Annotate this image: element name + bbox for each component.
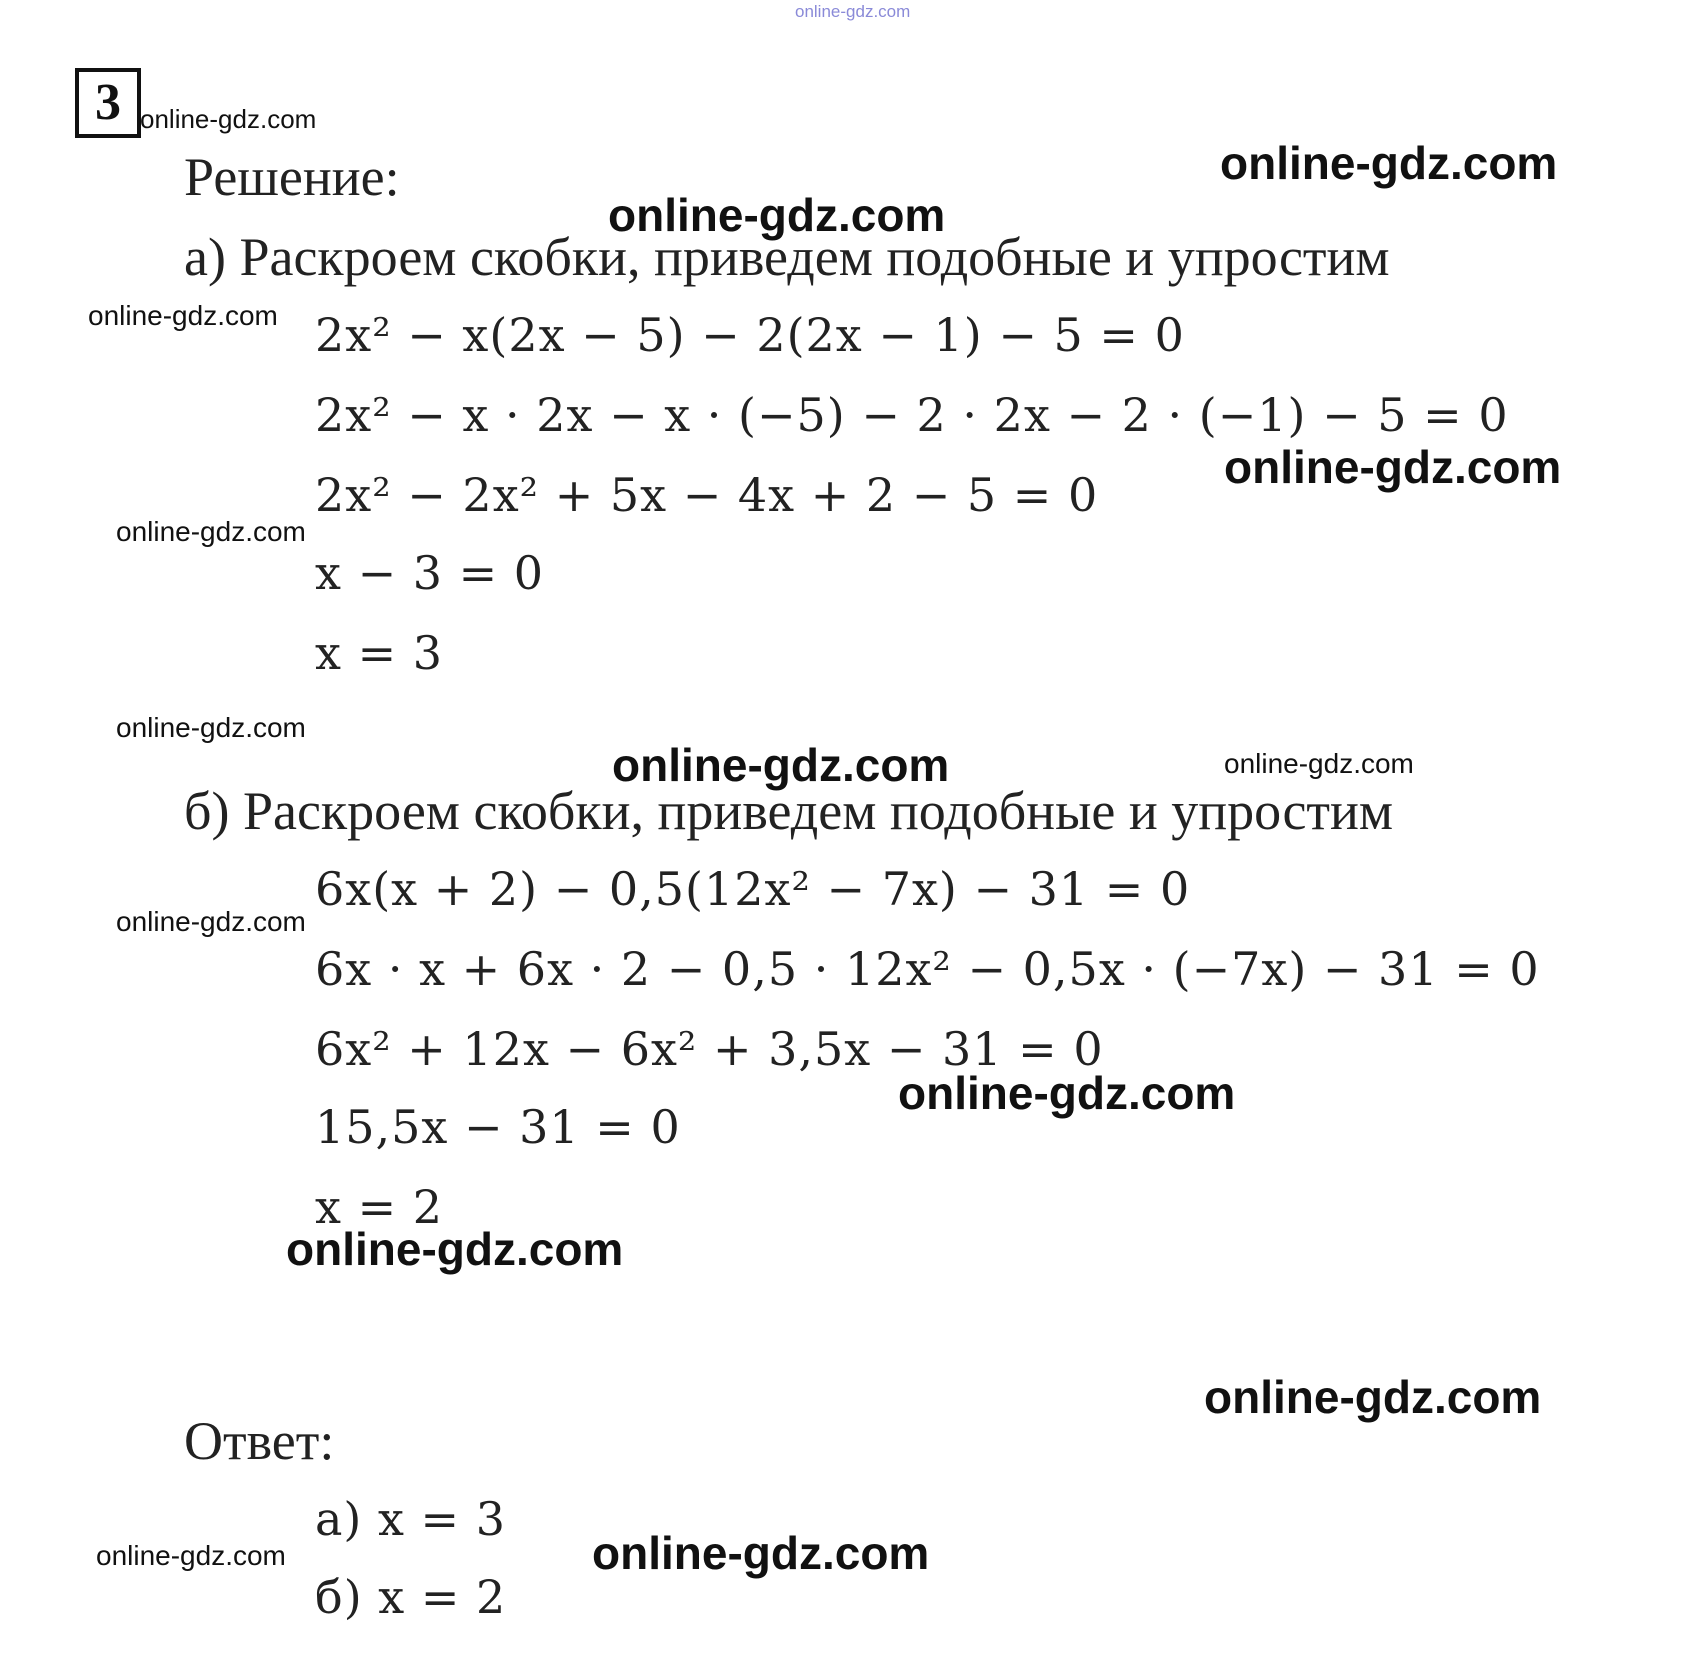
watermark: online-gdz.com [1220,137,1558,189]
part-a-line-4: x − 3 = 0 [315,546,545,600]
watermark: online-gdz.com [116,516,306,547]
watermark: online-gdz.com [116,712,306,743]
part-a-intro: а) Раскроем скобки, приведем подобные и упростим [184,227,1390,287]
watermark: online-gdz.com [608,189,946,241]
watermark: online-gdz.com [1224,441,1562,493]
watermark: online-gdz.com [88,300,278,331]
answer-title: Ответ: [184,1411,335,1471]
watermark: online-gdz.com [286,1223,624,1275]
answer-a: а) x = 3 [315,1492,506,1546]
part-b-line-3: 6x² + 12x − 6x² + 3,5x − 31 = 0 [315,1022,1104,1076]
problem-number: 3 [75,68,141,138]
part-b-line-1: 6x(x + 2) − 0,5(12x² − 7x) − 31 = 0 [315,862,1191,916]
part-a-line-2: 2x² − x · 2x − x · (−5) − 2 · 2x − 2 · (−1) − 5 = 0 [315,388,1509,442]
watermark: online-gdz.com [116,906,306,937]
part-b-line-5: x = 2 [315,1180,443,1234]
part-b-line-2: 6x · x + 6x · 2 − 0,5 · 12x² − 0,5x · (−7x) − 31 = 0 [315,942,1540,996]
watermark: online-gdz.com [1224,748,1414,779]
watermark: online-gdz.com [140,104,317,134]
watermark: online-gdz.com [898,1067,1236,1119]
watermark: online-gdz.com [1204,1371,1542,1423]
watermark: online-gdz.com [612,739,950,791]
watermark-top: online-gdz.com [795,2,911,21]
answer-b: б) x = 2 [315,1570,507,1624]
part-b-line-4: 15,5x − 31 = 0 [315,1100,681,1154]
part-a-line-5: x = 3 [315,626,443,680]
part-a-line-3: 2x² − 2x² + 5x − 4x + 2 − 5 = 0 [315,468,1099,522]
watermark: online-gdz.com [96,1540,286,1571]
solution-title: Решение: [184,147,400,207]
watermark: online-gdz.com [592,1527,930,1579]
part-a-line-1: 2x² − x(2x − 5) − 2(2x − 1) − 5 = 0 [315,308,1185,362]
part-b-intro: б) Раскроем скобки, приведем подобные и упростим [184,781,1394,841]
